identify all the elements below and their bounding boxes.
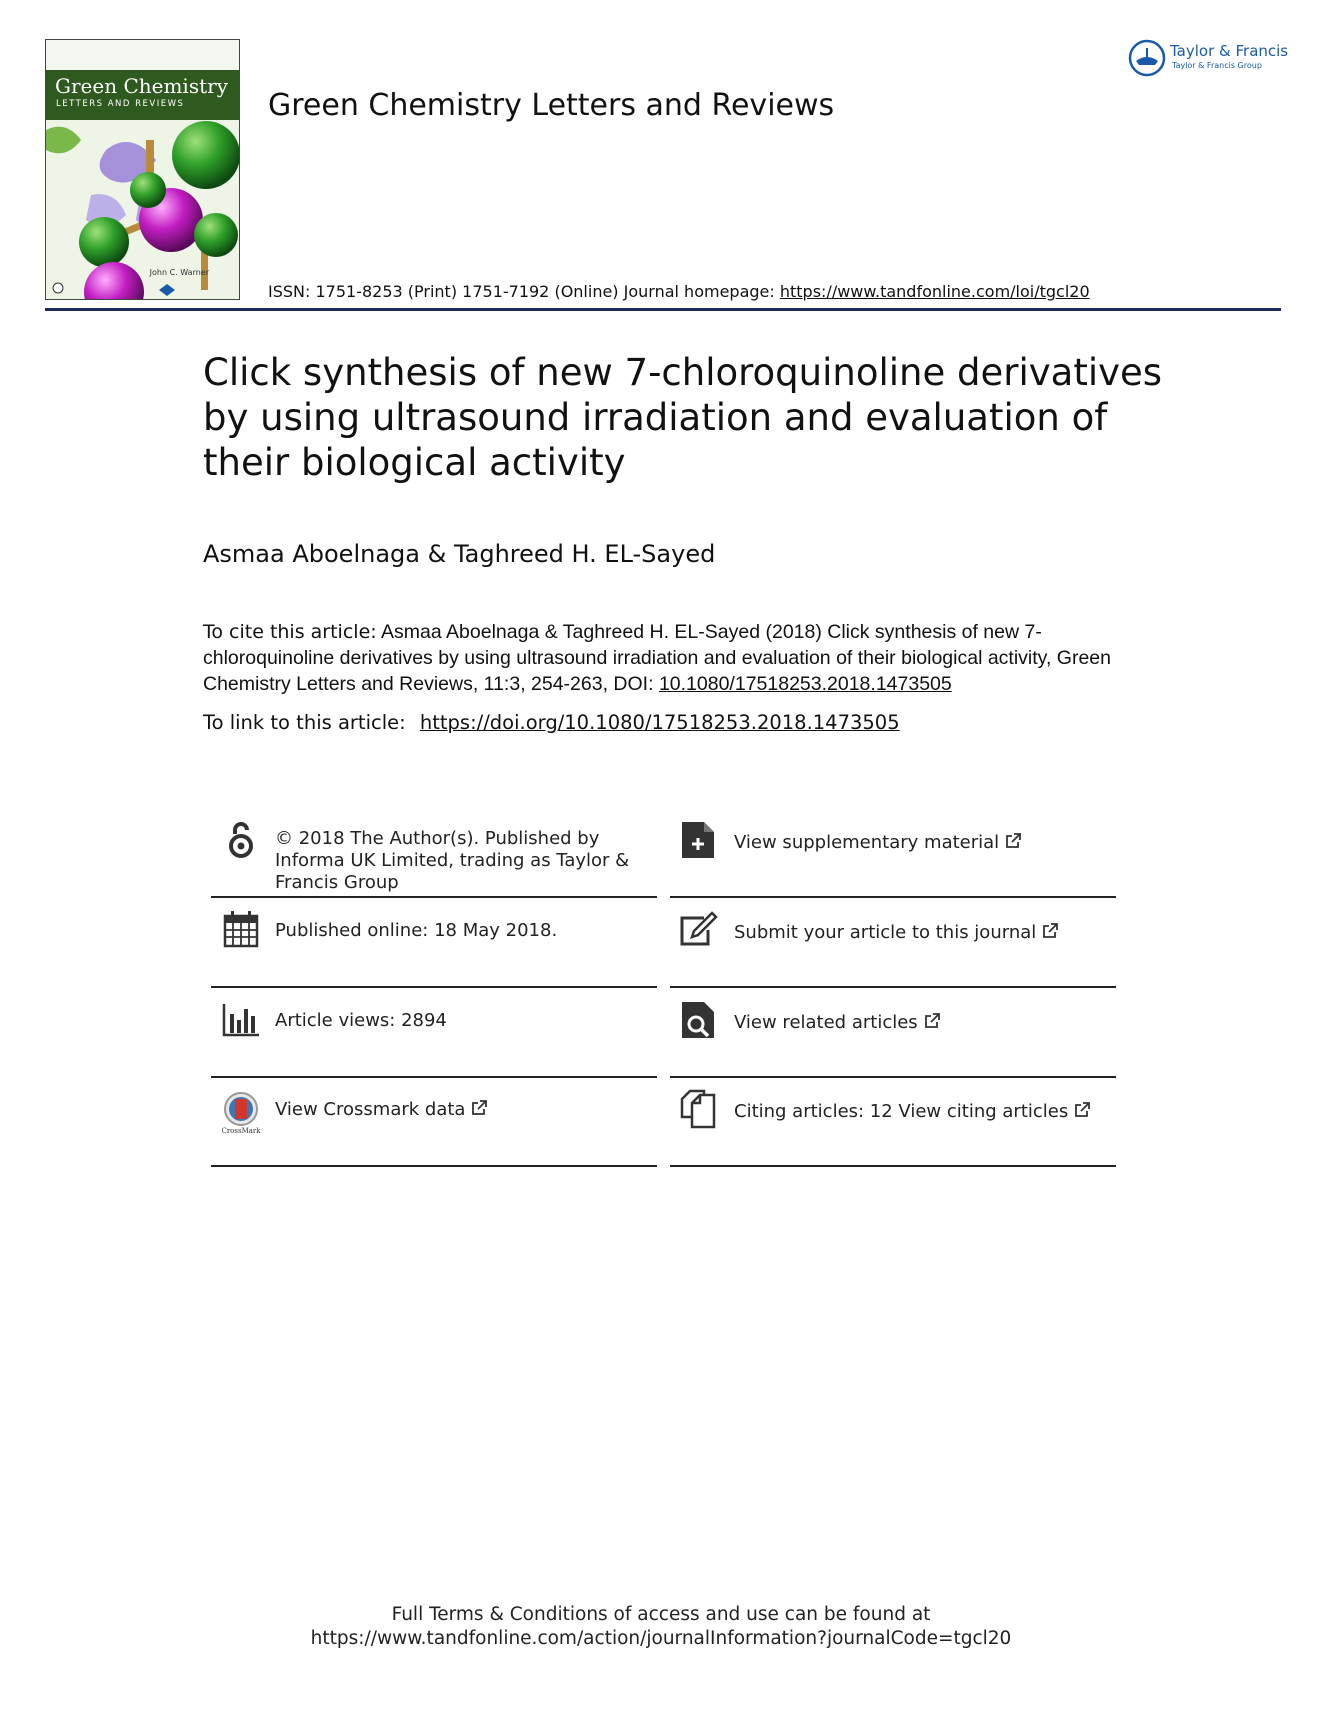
supplementary-label: View supplementary material (734, 832, 1000, 853)
external-link-icon (1042, 923, 1058, 939)
citing-cell[interactable] (670, 1077, 1116, 1167)
article-doi-link[interactable]: https://doi.org/10.1080/17518253.2018.1473505 (419, 711, 900, 734)
crossmark-logo-text: CrossMark (221, 1127, 261, 1135)
related-label: View related articles (734, 1012, 918, 1033)
supplementary-link[interactable] (734, 832, 1021, 854)
citing-link[interactable] (734, 1101, 1090, 1123)
external-link-icon (1074, 1102, 1090, 1118)
external-link-icon (924, 1013, 940, 1029)
citation-block (203, 619, 1163, 697)
related-link[interactable] (734, 1012, 940, 1034)
search-document-icon (678, 1000, 718, 1040)
publisher-name: Taylor & Francis (1170, 42, 1289, 60)
citing-label: Citing articles: 12 View citing articles (734, 1101, 1069, 1122)
submit-link[interactable] (734, 922, 1058, 944)
cover-title: Green Chemistry (55, 74, 228, 98)
cover-subtitle: LETTERS AND REVIEWS (56, 99, 185, 109)
add-file-icon (678, 820, 718, 860)
external-link-icon (1005, 833, 1021, 849)
submit-label: Submit your article to this journal (734, 922, 1037, 943)
article-authors: Asmaa Aboelnaga & Taghreed H. EL-Sayed (203, 540, 716, 568)
footer-line-1: Full Terms & Conditions of access and use can be found at (391, 1604, 931, 1625)
terms-footer (0, 1603, 1322, 1651)
article-views: Article views: 2894 (275, 1010, 447, 1031)
license-text: © 2018 The Author(s). Published by Informa UK Limited, trading as Taylor & Francis Group (275, 828, 630, 893)
open-access-icon (221, 820, 261, 860)
cite-label: To cite this article: (203, 621, 377, 643)
issn-text: ISSN: 1751-8253 (Print) 1751-7192 (Online) Journal homepage: (268, 282, 775, 301)
journal-title: Green Chemistry Letters and Reviews (268, 88, 835, 123)
article-title: Click synthesis of new 7-chloroquinoline derivatives by using ultrasound irradiation and evaluation of their biological activity (203, 351, 1163, 484)
crossmark-link[interactable] (275, 1099, 487, 1121)
footer-terms-link[interactable]: https://www.tandfonline.com/action/journalInformation?journalCode=tgcl20 (310, 1628, 1012, 1649)
header-divider (45, 308, 1281, 311)
published-cell (211, 898, 657, 988)
published-date: Published online: 18 May 2018. (275, 920, 558, 941)
external-link-icon (471, 1100, 487, 1116)
cite-doi-link[interactable]: 10.1080/17518253.2018.1473505 (658, 673, 952, 695)
calendar-icon (221, 910, 261, 950)
crossmark-cell[interactable] (211, 1077, 657, 1167)
edit-icon (678, 910, 718, 950)
issn-line (268, 282, 1090, 301)
journal-homepage-link[interactable]: https://www.tandfonline.com/loi/tgcl20 (779, 282, 1090, 301)
views-cell (211, 988, 657, 1078)
bar-chart-icon (221, 1000, 261, 1040)
copy-documents-icon (678, 1089, 718, 1129)
link-label: To link to this article: (203, 711, 406, 734)
cite-text: Asmaa Aboelnaga & Taghreed H. EL-Sayed (2018) Click synthesis of new 7-chloroquinoline derivatives by using ultrasound irradiation and evaluation of their biological activity, Green Chemistry Letters and Reviews, 11:3, 254-263, DOI: (203, 621, 1111, 695)
article-link-line (203, 711, 900, 734)
publisher-group: Taylor & Francis Group (1172, 61, 1262, 70)
license-cell (211, 808, 657, 898)
related-cell[interactable] (670, 988, 1116, 1078)
crossmark-label: View Crossmark data (275, 1099, 466, 1120)
supplementary-cell[interactable] (670, 808, 1116, 898)
cover-author: John C. Warner (149, 268, 209, 277)
cover-molecule-image (46, 120, 240, 300)
submit-cell[interactable] (670, 898, 1116, 988)
journal-cover (45, 39, 240, 300)
crossmark-icon (221, 1091, 261, 1135)
